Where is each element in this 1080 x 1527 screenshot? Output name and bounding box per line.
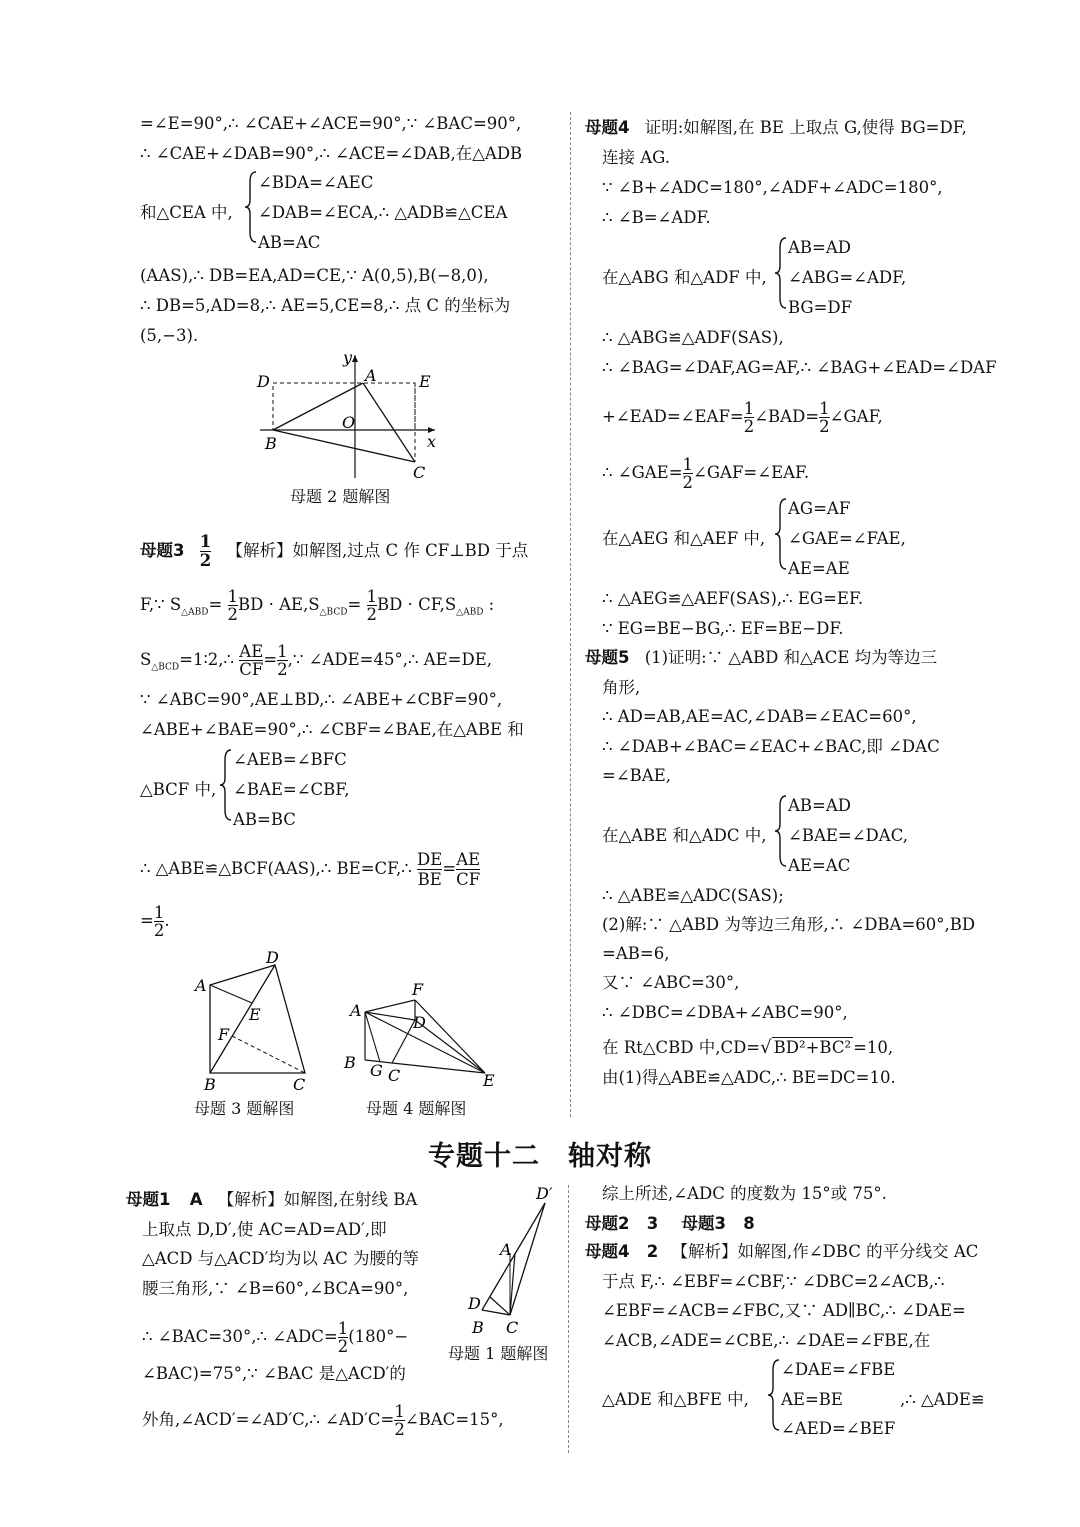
system-line: AB=AD xyxy=(788,238,852,257)
text-line: ∴ AD=AB,AE=AC,∠DAB=∠EAC=60°, xyxy=(602,707,917,726)
text-line: (2)解:∵ △ABD 为等边三角形,∴ ∠DBA=60°,BD xyxy=(602,915,976,934)
system-line: AB=BC xyxy=(233,810,296,829)
label-B: B xyxy=(472,1318,484,1337)
proof-text: 证明:如解图,在 BE 上取点 G,使得 BG=DF, xyxy=(644,118,967,137)
left-brace xyxy=(244,170,258,244)
figure-3-caption: 母题 3 题解图 xyxy=(194,1099,295,1118)
figure-3 xyxy=(190,945,330,1095)
analysis-text: 【解析】如解图,在射线 BA xyxy=(217,1190,418,1209)
figure-2-caption: 母题 2 题解图 xyxy=(290,487,391,506)
label-A: A xyxy=(500,1240,512,1259)
problem-label: 母题4 xyxy=(585,1242,630,1261)
text-line: ∵ ∠ABC=90°,AE⊥BD,∴ ∠ABE+∠CBF=90°, xyxy=(140,690,503,709)
system-line: ∠BDA=∠AEC xyxy=(258,173,374,192)
text-line: ∴ DB=5,AD=8,∴ AE=5,CE=8,∴ 点 C 的坐标为 xyxy=(140,296,511,315)
left-brace xyxy=(767,1358,781,1432)
text-line: 又∵ ∠ABC=30°, xyxy=(602,973,740,992)
text-line: 于点 F,∴ ∠EBF=∠CBF,∵ ∠DBC=2∠ACB,∴ xyxy=(602,1272,945,1291)
text-line: △ADE 和△BFE 中, xyxy=(602,1390,749,1409)
text-line: +∠EAD=∠EAF= $\frac{1}{2}$ ∠BAD= $\frac{1}{2}$ ∠GAF, xyxy=(602,399,883,436)
problem-label: 母题4 xyxy=(585,118,630,137)
text-line: F,∵ $S_{\triangle ABD}=$ $\frac{1}{2}$ BD · $AE,S_{\triangle BCD}=$ $\frac{1}{2}$ BD · $CF,S_{\triangle ABD}$ : xyxy=(140,587,495,624)
problem-label: 母题2 xyxy=(585,1214,630,1233)
column-divider xyxy=(570,112,571,1117)
text-line: =∠E=90°,∴ ∠CAE+∠ACE=90°,∵ ∠BAC=90°, xyxy=(140,114,522,133)
label-E: E xyxy=(249,1005,261,1024)
system-line: AB=AC xyxy=(258,233,321,252)
analysis-text: 【解析】如解图,作∠DBC 的平分线交 AC xyxy=(671,1242,979,1261)
system-line: ∠DAE=∠FBE xyxy=(781,1360,896,1379)
label-D: D xyxy=(468,1294,481,1313)
analysis-text: 【解析】如解图,过点 C 作 CF⊥BD 于点 xyxy=(226,541,529,560)
problem-label: 母题5 xyxy=(585,648,630,667)
label-x: x xyxy=(427,432,437,451)
label-C: C xyxy=(388,1066,401,1085)
system-line: AE=BE xyxy=(781,1390,843,1409)
text-line: ∴ ∠BAG=∠DAF,AG=AF,∴ ∠BAG+∠EAD=∠DAF xyxy=(602,358,997,377)
label-B: B xyxy=(344,1053,356,1072)
text-line: ∵ EG=BE−BG,∴ EF=BE−DF. xyxy=(602,619,844,638)
left-brace xyxy=(774,794,788,868)
label-D: D xyxy=(266,948,279,967)
system-line: ∠BAE=∠CBF, xyxy=(233,780,350,799)
system-line: BG=DF xyxy=(788,298,853,317)
label-F: F xyxy=(218,1025,230,1044)
text-line: △BCF 中, xyxy=(140,780,217,799)
text-line: 和△CEA 中, xyxy=(140,203,233,222)
left-brace xyxy=(774,497,788,571)
text-line: 在△AEG 和△AEF 中, xyxy=(602,529,766,548)
label-C: C xyxy=(506,1318,519,1337)
figure-1 xyxy=(460,1185,570,1345)
text-line: ∴ ∠CAE+∠DAB=90°,∴ ∠ACE=∠DAB,在△ADB xyxy=(140,144,523,163)
text-line: 外角,∠ACD′=∠AD′C,∴ ∠AD′C= $\frac{1}{2}$ ∠BAC=15°, xyxy=(142,1402,504,1439)
system-line: ∠DAB=∠ECA,∴ △ADB≌△CEA xyxy=(258,203,508,222)
text-line: ∠EBF=∠ACB=∠FBC,又∵ AD∥BC,∴ ∠DAE= xyxy=(602,1301,966,1320)
system-line: AE=AE xyxy=(788,559,850,578)
text-line: △ACD 与△ACD′均为以 AC 为腰的等 xyxy=(142,1249,419,1268)
problem-label: 母题3 xyxy=(140,541,185,560)
text-line: ∴ ∠B=∠ADF. xyxy=(602,208,711,227)
label-y: y xyxy=(343,348,353,367)
text-line: ∴ △AEG≌△AEF(SAS),∴ EG=EF. xyxy=(602,589,864,608)
system-line: ∠GAE=∠FAE, xyxy=(788,529,906,548)
text-line: =∠BAE, xyxy=(602,766,671,785)
problem-label: 母题3 xyxy=(681,1214,726,1233)
figure-4-caption: 母题 4 题解图 xyxy=(366,1099,467,1118)
text-line: ∠ACB,∠ADE=∠CBE,∴ ∠DAE=∠FBE,在 xyxy=(602,1331,931,1350)
label-B: B xyxy=(265,434,277,453)
label-D-prime: D′ xyxy=(536,1184,553,1203)
answer: A xyxy=(189,1190,203,1209)
text-line: ∠BAC)=75°,∵ ∠BAC 是△ACD′的 xyxy=(142,1364,406,1383)
text-line: ∴ △ABE≌△BCF(AAS),∴ BE=CF,∴ $\frac{DE}{BE}$ = $\frac{AE}{CF}$ xyxy=(140,850,481,889)
system-line: AB=AD xyxy=(788,796,852,815)
label-A: A xyxy=(365,366,377,385)
answer-fraction: $\frac{1}{2}$ xyxy=(199,532,212,570)
text-line: (AAS),∴ DB=EA,AD=CE,∵ A(0,5),B(−8,0), xyxy=(140,266,489,285)
text-line: 综上所述,∠ADC 的度数为 15°或 75°. xyxy=(602,1184,887,1203)
text-line: 在 Rt△CBD 中,CD=√ BD²+BC² =10, xyxy=(602,1037,894,1058)
text-line: ∴ △ABE≌△ADC(SAS); xyxy=(602,886,784,905)
text-line: = $\frac{1}{2}$ . xyxy=(140,903,170,940)
text-line: 在△ABE 和△ADC 中, xyxy=(602,826,767,845)
label-F: F xyxy=(412,980,424,999)
label-C: C xyxy=(293,1075,306,1094)
text-line: $S_{\triangle BCD}=1∶2,\therefore$ $\frac{AE}{CF}$ = $\frac{1}{2}$ ,∵ ∠ADE=45°,∴ AE=DE, xyxy=(140,642,493,679)
left-brace xyxy=(219,748,233,822)
text-line: ,∴ △ADE≌ xyxy=(900,1390,985,1409)
text-line: =AB=6, xyxy=(602,944,670,963)
figure-1-caption: 母题 1 题解图 xyxy=(448,1344,549,1363)
system-line: AG=AF xyxy=(788,499,851,518)
text-line: ∴ ∠DBC=∠DBA+∠ABC=90°, xyxy=(602,1003,848,1022)
label-A: A xyxy=(195,976,207,995)
label-E: E xyxy=(419,372,431,391)
figure-2 xyxy=(255,350,455,480)
text-line: 在△ABG 和△ADF 中, xyxy=(602,268,767,287)
left-brace xyxy=(774,236,788,310)
text-line: ∴ △ABG≌△ADF(SAS), xyxy=(602,328,784,347)
system-line: ∠ABG=∠ADF, xyxy=(788,268,907,287)
answer: 8 xyxy=(743,1214,755,1233)
text-line: ∵ ∠B+∠ADC=180°,∠ADF+∠ADC=180°, xyxy=(602,178,943,197)
system-line: ∠AED=∠BEF xyxy=(781,1419,896,1438)
proof-text: (1)证明:∵ △ABD 和△ACE 均为等边三 xyxy=(644,648,938,667)
label-B: B xyxy=(204,1075,216,1094)
system-line: ∠AEB=∠BFC xyxy=(233,750,347,769)
text-line: (5,−3). xyxy=(140,326,199,345)
text-line: ∴ ∠GAE= $\frac{1}{2}$ ∠GAF=∠EAF. xyxy=(602,455,810,492)
text-line: 腰三角形,∵ ∠B=60°,∠BCA=90°, xyxy=(142,1279,409,1298)
text-line: ∴ ∠DAB+∠BAC=∠EAC+∠BAC,即 ∠DAC xyxy=(602,737,940,756)
text-line: 连接 AG. xyxy=(602,148,670,167)
system-line: AE=AC xyxy=(788,856,851,875)
label-E: E xyxy=(483,1071,495,1090)
text-line: 角形, xyxy=(602,678,641,697)
answer: 2 xyxy=(646,1242,659,1261)
text-line: 由(1)得△ABE≌△ADC,∴ BE=DC=10. xyxy=(602,1068,896,1087)
text-line: ∠ABE+∠BAE=90°,∴ ∠CBF=∠BAE,在△ABE 和 xyxy=(140,720,524,739)
section-title: 专题十二 轴对称 xyxy=(428,1141,652,1172)
label-D: D xyxy=(413,1013,426,1032)
figure-4 xyxy=(340,980,500,1090)
label-A: A xyxy=(350,1001,362,1020)
label-G: G xyxy=(370,1061,383,1080)
label-D: D xyxy=(257,372,270,391)
problem-label: 母题1 xyxy=(126,1190,171,1209)
label-C: C xyxy=(413,463,426,482)
answer: 3 xyxy=(646,1214,659,1233)
text-line: ∴ ∠BAC=30°,∴ ∠ADC= $\frac{1}{2}$ (180°− xyxy=(142,1319,409,1356)
text-line: 上取点 D,D′,使 AC=AD=AD′,即 xyxy=(142,1220,387,1239)
column-divider xyxy=(568,1185,569,1453)
label-O: O xyxy=(342,413,356,432)
system-line: ∠BAE=∠DAC, xyxy=(788,826,908,845)
